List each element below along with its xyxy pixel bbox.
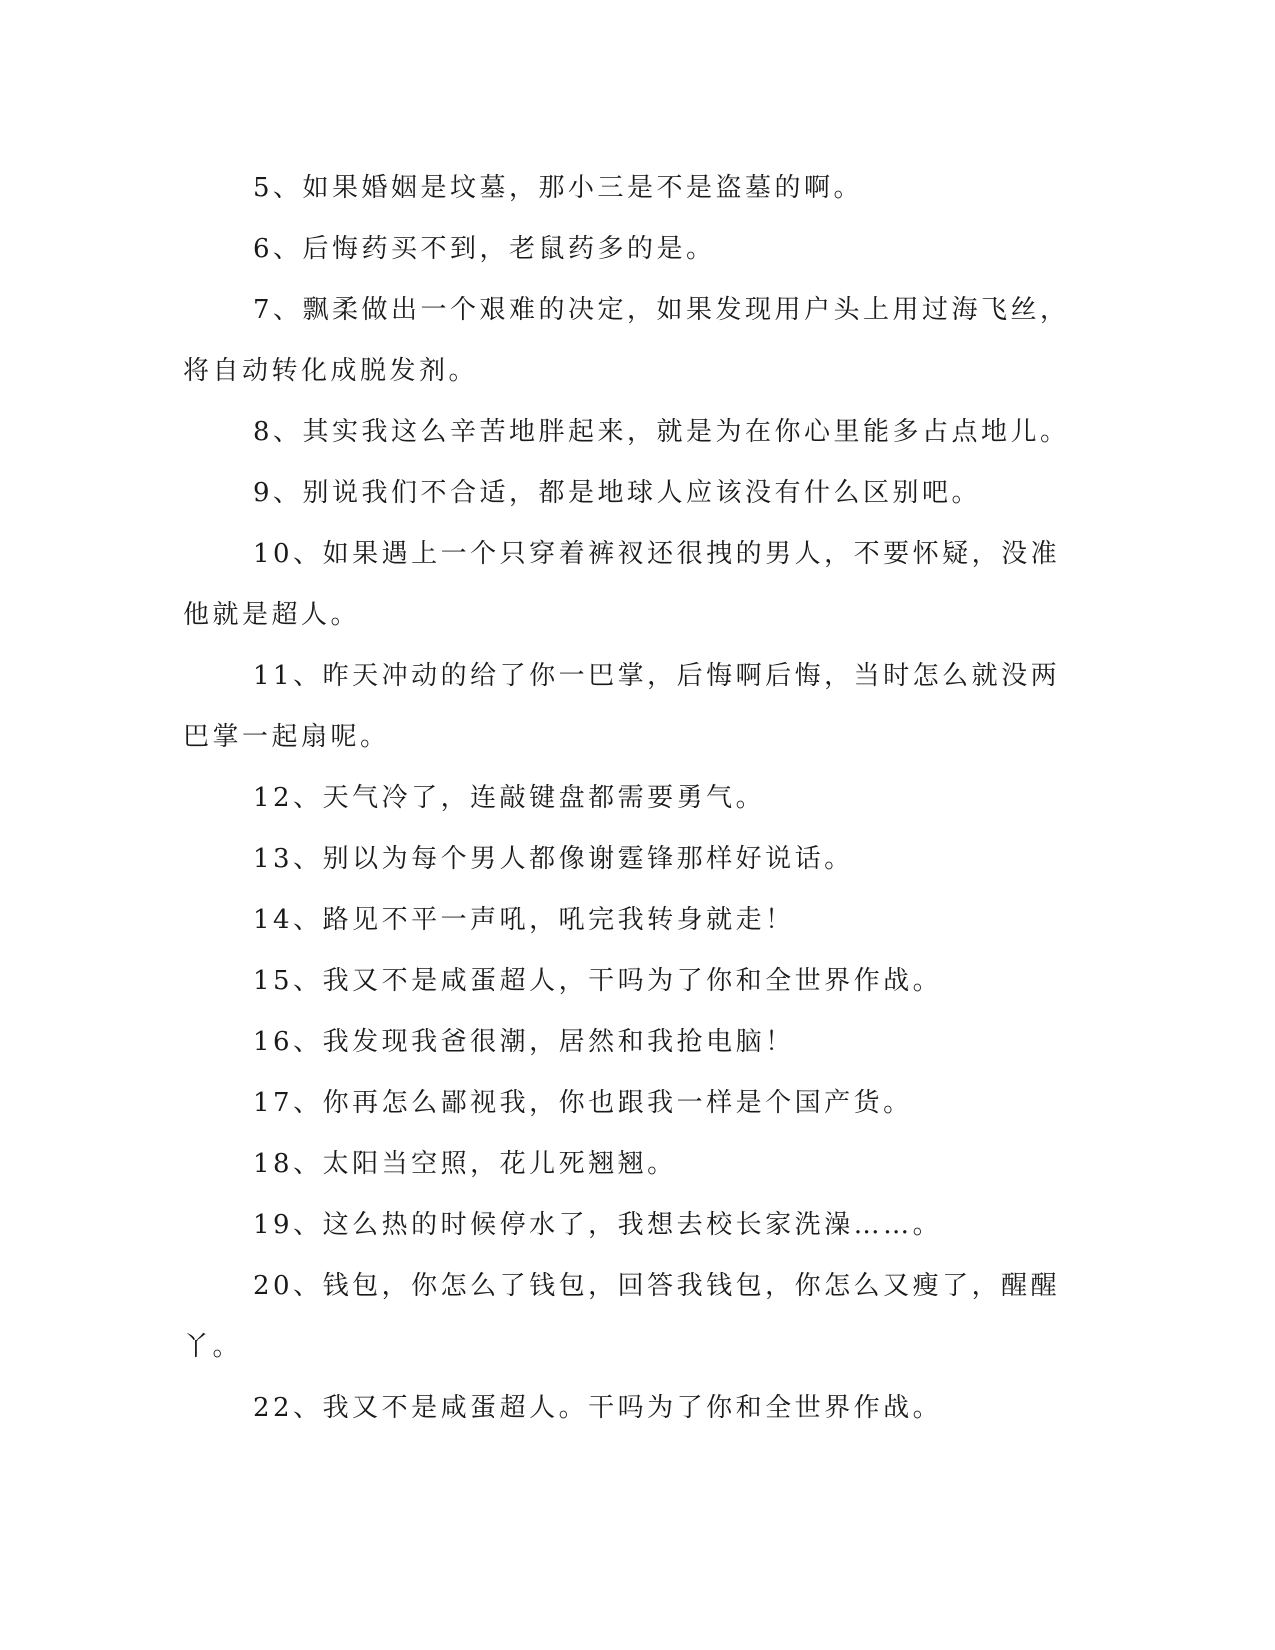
paragraph-12: 12、天气冷了，连敲键盘都需要勇气。 [253,783,766,813]
paragraph-14: 14、路见不平一声吼，吼完我转身就走！ [253,905,795,935]
paragraph-20: 20、钱包，你怎么了钱包，回答我钱包，你怎么又瘦了，醒醒丫。 [183,1271,1061,1362]
paragraph-6: 6、后悔药买不到，老鼠药多的是。 [253,234,716,264]
paragraph-17: 17、你再怎么鄙视我，你也跟我一样是个国产货。 [253,1088,913,1118]
paragraph-9: 9、别说我们不合适，都是地球人应该没有什么区别吧。 [253,478,982,508]
paragraph-22: 22、我又不是咸蛋超人。干吗为了你和全世界作战。 [253,1393,943,1423]
paragraph-15: 15、我又不是咸蛋超人，干吗为了你和全世界作战。 [253,966,943,996]
paragraph-10: 10、如果遇上一个只穿着裤衩还很拽的男人，不要怀疑，没准他就是超人。 [183,539,1061,630]
paragraph-5: 5、如果婚姻是坟墓，那小三是不是盗墓的啊。 [253,173,864,203]
paragraph-7: 7、飘柔做出一个艰难的决定，如果发现用户头上用过海飞丝，将自动转化成脱发剂。 [183,295,1070,386]
paragraph-16: 16、我发现我爸很潮，居然和我抢电脑！ [253,1027,795,1057]
paragraph-18: 18、太阳当空照，花儿死翘翘。 [253,1149,677,1179]
paragraph-19: 19、这么热的时候停水了，我想去校长家洗澡……。 [253,1210,943,1240]
document-body [183,158,1073,1439]
paragraph-13: 13、别以为每个男人都像谢霆锋那样好说话。 [253,844,854,874]
paragraph-8: 8、其实我这么辛苦地胖起来，就是为在你心里能多占点地儿。 [253,417,1070,447]
paragraph-11: 11、昨天冲动的给了你一巴掌，后悔啊后悔，当时怎么就没两巴掌一起扇呢。 [183,661,1061,752]
